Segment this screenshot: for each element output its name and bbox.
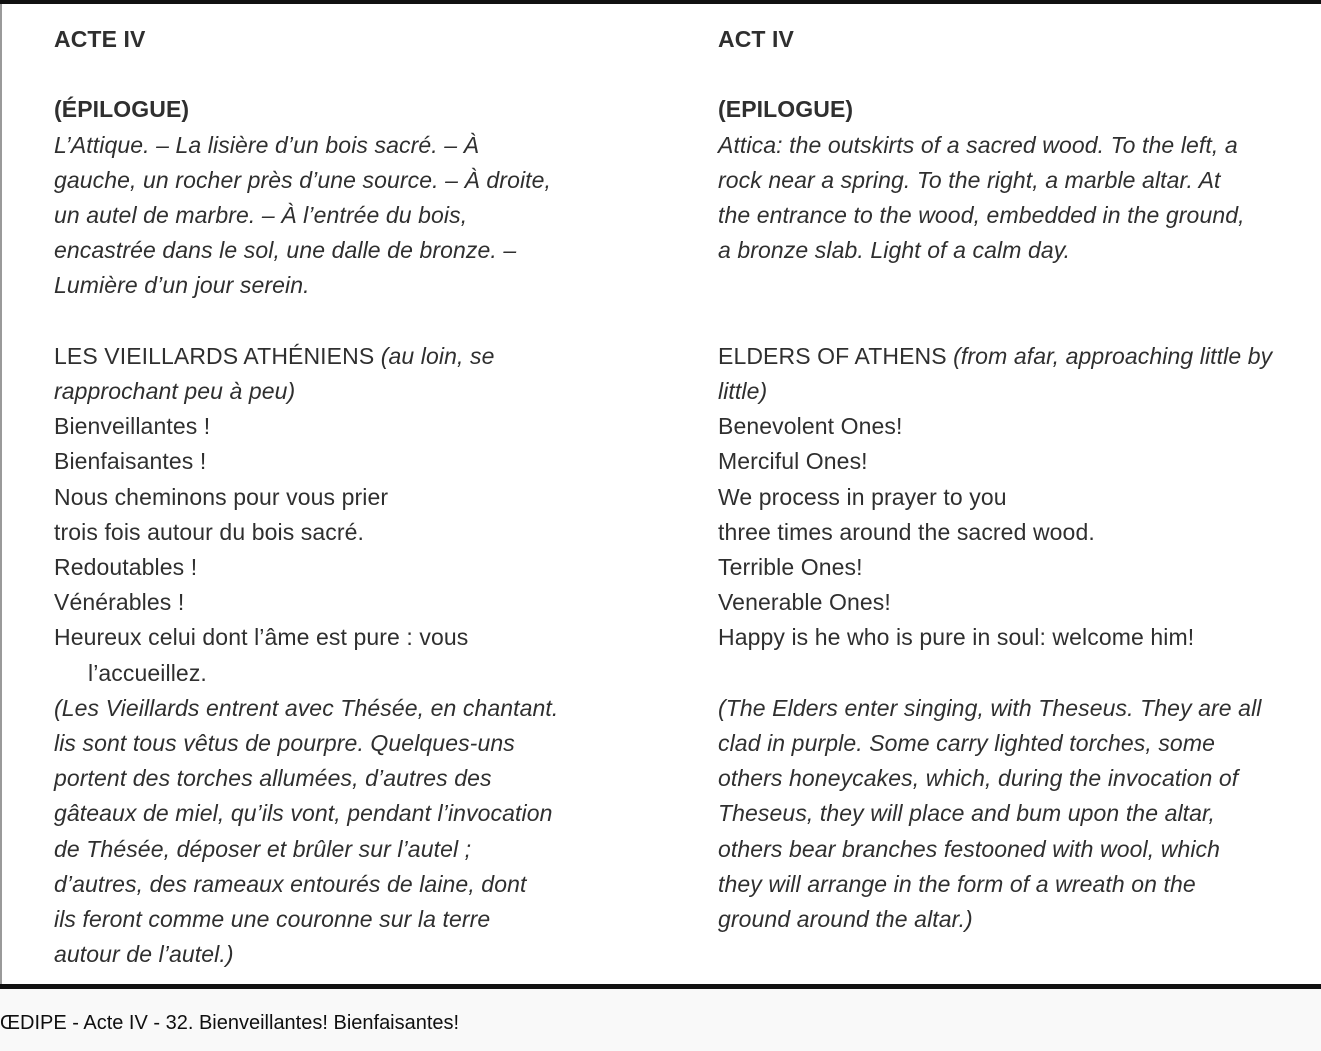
- french-verse: Bienfaisantes !: [54, 448, 207, 475]
- french-verse: Bienveillantes !: [54, 413, 211, 440]
- english-epilogue-heading: (EPILOGUE): [718, 96, 854, 123]
- french-verse: trois fois autour du bois sacré.: [54, 518, 365, 545]
- spacer: [718, 304, 1308, 339]
- english-closing-direction-line: others honeycakes, which, during the invocation of: [718, 765, 1239, 792]
- french-closing-direction-line: ils feront comme une couronne sur la terre: [54, 906, 491, 933]
- english-closing-direction-line: ground around the altar.): [718, 906, 973, 933]
- french-stage-direction-line: encastrée dans le sol, une dalle de bronze. –: [54, 237, 517, 264]
- french-epilogue-heading: (ÉPILOGUE): [54, 96, 190, 123]
- english-speaker-direction-cont: little): [718, 377, 768, 404]
- english-stage-direction-line: Attica: the outskirts of a sacred wood. To the left, a: [718, 131, 1238, 158]
- english-verse: Happy is he who is pure in soul: welcome him!: [718, 624, 1195, 651]
- french-speaker-direction: (au loin, se: [380, 342, 495, 369]
- french-stage-direction-line: L’Attique. – La lisière d’un bois sacré. – À: [54, 131, 480, 158]
- french-column: [54, 22, 654, 972]
- english-speaker-line: [718, 339, 1308, 374]
- english-closing-direction-line: (The Elders enter singing, with Theseus. They are all: [718, 694, 1262, 721]
- spacer: [718, 656, 1308, 691]
- french-closing-direction-line: de Thésée, déposer et brûler sur l’autel ;: [54, 835, 472, 862]
- english-speaker-name: ELDERS OF ATHENS: [718, 342, 947, 369]
- english-closing-direction-line: others bear branches festooned with wool, which: [718, 835, 1221, 862]
- french-closing-direction-line: autour de l’autel.): [54, 941, 234, 968]
- english-stage-direction-line: the entrance to the wood, embedded in the ground,: [718, 202, 1245, 228]
- spacer: [718, 57, 1308, 92]
- french-closing-direction-line: d’autres, des rameaux entourés de laine, dont: [54, 870, 527, 897]
- french-closing-direction-line: (Les Vieillards entrent avec Thésée, en chantant.: [54, 694, 559, 721]
- english-closing-direction-line: they will arrange in the form of a wreath on the: [718, 870, 1196, 897]
- french-verse: Heureux celui dont l’âme est pure : vous: [54, 624, 469, 651]
- french-closing-direction-line: lis sont tous vêtus de pourpre. Quelques-uns: [54, 730, 515, 757]
- english-stage-direction-line: rock near a spring. To the right, a marble altar. At: [718, 166, 1221, 193]
- english-verse: Venerable Ones!: [718, 589, 891, 616]
- spacer: [54, 57, 654, 92]
- french-stage-direction-line: gauche, un rocher près d’une source. – À droite,: [54, 166, 552, 193]
- french-speaker-direction-cont: rapprochant peu à peu): [54, 378, 296, 404]
- english-speaker-direction: (from afar, approaching little by: [953, 342, 1273, 369]
- french-stage-direction-line: un autel de marbre. – À l’entrée du bois,: [54, 202, 468, 228]
- french-verse-continuation: l’accueillez.: [88, 659, 207, 686]
- french-verse: Redoutables !: [54, 554, 198, 581]
- english-column: [718, 22, 1308, 937]
- english-act-title: ACT IV: [718, 26, 794, 52]
- english-closing-direction-line: Theseus, they will place and bum upon the altar,: [718, 800, 1216, 827]
- english-verse: Benevolent Ones!: [718, 413, 903, 440]
- english-verse: three times around the sacred wood.: [718, 518, 1095, 545]
- french-verse: Vénérables !: [54, 589, 185, 616]
- english-verse: Terrible Ones!: [718, 554, 863, 580]
- spacer: [54, 304, 654, 339]
- french-verse: Nous cheminons pour vous prier: [54, 483, 389, 510]
- french-closing-direction-line: gâteaux de miel, qu’ils vont, pendant l’invocation: [54, 800, 553, 827]
- video-title: ŒDIPE - Acte IV - 32. Bienveillantes! Bienfaisantes!: [0, 1012, 460, 1034]
- english-verse: We process in prayer to you: [718, 483, 1007, 510]
- english-verse: Merciful Ones!: [718, 448, 868, 475]
- english-closing-direction-line: clad in purple. Some carry lighted torches, some: [718, 730, 1215, 756]
- english-stage-direction-line: a bronze slab. Light of a calm day.: [718, 237, 1071, 264]
- french-speaker-name: LES VIEILLARDS ATHÉNIENS: [54, 342, 375, 369]
- french-closing-direction-line: portent des torches allumées, d’autres des: [54, 765, 492, 792]
- french-speaker-line: [54, 339, 654, 374]
- french-stage-direction-line: Lumière d’un jour serein.: [54, 272, 310, 299]
- french-act-title: ACTE IV: [54, 26, 146, 52]
- spacer: [718, 268, 1308, 303]
